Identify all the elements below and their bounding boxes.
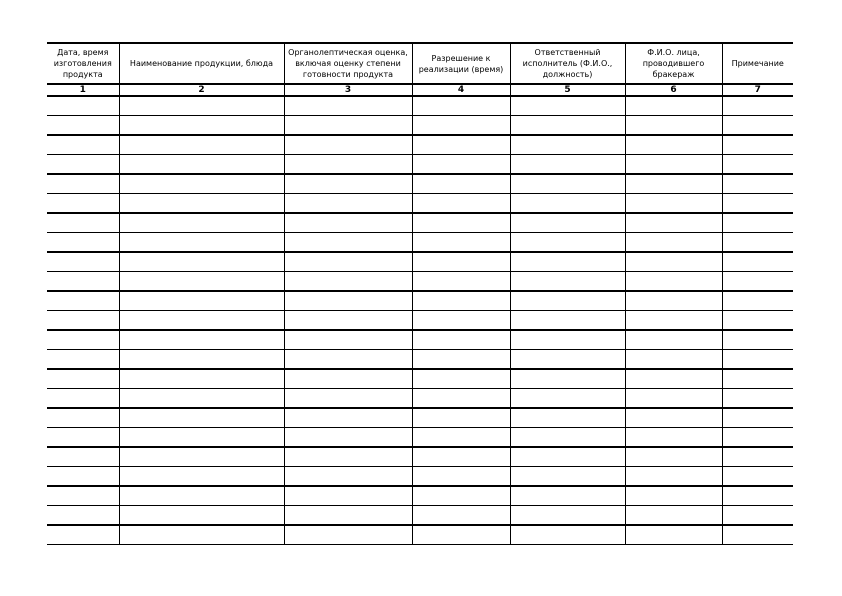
table-cell bbox=[47, 428, 119, 448]
table-cell bbox=[412, 408, 510, 428]
table-cell bbox=[47, 174, 119, 194]
table-cell bbox=[119, 96, 284, 116]
header-note: Примечание bbox=[722, 43, 793, 84]
table-cell bbox=[510, 447, 625, 467]
table-cell bbox=[722, 330, 793, 350]
table-cell bbox=[284, 116, 412, 136]
table-cell bbox=[412, 467, 510, 487]
table-cell bbox=[412, 486, 510, 506]
table-cell bbox=[412, 525, 510, 545]
column-number: 1 bbox=[47, 84, 119, 96]
header-date-time: Дата, время изготовления продукта bbox=[47, 43, 119, 84]
table-cell bbox=[47, 252, 119, 272]
table-row bbox=[47, 447, 793, 467]
table-row bbox=[47, 506, 793, 526]
table-cell bbox=[510, 369, 625, 389]
table-cell bbox=[510, 135, 625, 155]
table-cell bbox=[722, 194, 793, 214]
header-responsible-person: Ответственный исполнитель (Ф.И.О., должность) bbox=[510, 43, 625, 84]
table-row bbox=[47, 525, 793, 545]
table-cell bbox=[119, 506, 284, 526]
table-cell bbox=[625, 467, 722, 487]
table-cell bbox=[284, 506, 412, 526]
table-cell bbox=[722, 213, 793, 233]
table-cell bbox=[625, 194, 722, 214]
table-cell bbox=[722, 174, 793, 194]
table-cell bbox=[625, 291, 722, 311]
column-number: 6 bbox=[625, 84, 722, 96]
table-cell bbox=[510, 174, 625, 194]
table-row bbox=[47, 369, 793, 389]
table-cell bbox=[119, 272, 284, 292]
column-number: 2 bbox=[119, 84, 284, 96]
table-cell bbox=[119, 155, 284, 175]
table-cell bbox=[510, 252, 625, 272]
table-cell bbox=[722, 116, 793, 136]
table-cell bbox=[284, 369, 412, 389]
table-row bbox=[47, 155, 793, 175]
table-cell bbox=[47, 213, 119, 233]
column-number: 7 bbox=[722, 84, 793, 96]
table-cell bbox=[510, 155, 625, 175]
table-cell bbox=[119, 311, 284, 331]
table-cell bbox=[284, 330, 412, 350]
table-cell bbox=[510, 194, 625, 214]
table-cell bbox=[625, 135, 722, 155]
table-cell bbox=[722, 252, 793, 272]
table-cell bbox=[412, 272, 510, 292]
table-cell bbox=[625, 408, 722, 428]
table-cell bbox=[47, 350, 119, 370]
table-cell bbox=[510, 291, 625, 311]
table-row bbox=[47, 233, 793, 253]
table-cell bbox=[412, 96, 510, 116]
table-row bbox=[47, 272, 793, 292]
table-cell bbox=[722, 311, 793, 331]
table-cell bbox=[119, 369, 284, 389]
table-row bbox=[47, 330, 793, 350]
table-cell bbox=[284, 408, 412, 428]
table-cell bbox=[722, 135, 793, 155]
table-cell bbox=[412, 174, 510, 194]
table-cell bbox=[412, 506, 510, 526]
table-cell bbox=[119, 213, 284, 233]
table-cell bbox=[510, 330, 625, 350]
table-row bbox=[47, 135, 793, 155]
table-cell bbox=[47, 135, 119, 155]
table-cell bbox=[510, 116, 625, 136]
table-cell bbox=[119, 428, 284, 448]
table-cell bbox=[510, 96, 625, 116]
table-cell bbox=[722, 408, 793, 428]
table-cell bbox=[722, 350, 793, 370]
table-cell bbox=[510, 506, 625, 526]
table-cell bbox=[625, 486, 722, 506]
table-cell bbox=[119, 447, 284, 467]
table-cell bbox=[722, 525, 793, 545]
table-cell bbox=[510, 311, 625, 331]
column-number: 3 bbox=[284, 84, 412, 96]
table-cell bbox=[412, 447, 510, 467]
table-row bbox=[47, 174, 793, 194]
table-cell bbox=[119, 486, 284, 506]
table-cell bbox=[412, 135, 510, 155]
table-cell bbox=[412, 194, 510, 214]
table-cell bbox=[119, 233, 284, 253]
table-cell bbox=[119, 389, 284, 409]
table-row bbox=[47, 486, 793, 506]
table-cell bbox=[412, 252, 510, 272]
table-cell bbox=[510, 233, 625, 253]
table-cell bbox=[47, 506, 119, 526]
table-cell bbox=[510, 486, 625, 506]
table-cell bbox=[722, 447, 793, 467]
table-cell bbox=[284, 96, 412, 116]
table-cell bbox=[47, 116, 119, 136]
table-cell bbox=[47, 291, 119, 311]
table-cell bbox=[625, 272, 722, 292]
table-cell bbox=[119, 408, 284, 428]
table-cell bbox=[625, 174, 722, 194]
table-cell bbox=[284, 174, 412, 194]
table-cell bbox=[284, 291, 412, 311]
table-cell bbox=[510, 467, 625, 487]
table-row bbox=[47, 428, 793, 448]
table-cell bbox=[625, 155, 722, 175]
table-cell bbox=[722, 291, 793, 311]
table-cell bbox=[119, 350, 284, 370]
table-cell bbox=[412, 233, 510, 253]
table-cell bbox=[722, 506, 793, 526]
table-cell bbox=[47, 447, 119, 467]
table-cell bbox=[625, 330, 722, 350]
table-row bbox=[47, 116, 793, 136]
column-number: 5 bbox=[510, 84, 625, 96]
table-cell bbox=[510, 350, 625, 370]
table-cell bbox=[284, 486, 412, 506]
table-cell bbox=[47, 194, 119, 214]
table-row bbox=[47, 408, 793, 428]
table-cell bbox=[47, 155, 119, 175]
table-cell bbox=[625, 428, 722, 448]
table-cell bbox=[47, 369, 119, 389]
table-cell bbox=[625, 96, 722, 116]
table-cell bbox=[625, 311, 722, 331]
table-cell bbox=[119, 116, 284, 136]
table-cell bbox=[284, 213, 412, 233]
table-row bbox=[47, 467, 793, 487]
table-cell bbox=[412, 311, 510, 331]
table-row bbox=[47, 252, 793, 272]
table-cell bbox=[284, 135, 412, 155]
table-cell bbox=[47, 330, 119, 350]
table-cell bbox=[625, 525, 722, 545]
header-organoleptic-assessment: Органолептическая оценка, включая оценку степени готовности продукта bbox=[284, 43, 412, 84]
table-cell bbox=[412, 155, 510, 175]
table-cell bbox=[722, 389, 793, 409]
header-row bbox=[47, 43, 793, 84]
table-cell bbox=[625, 447, 722, 467]
table-cell bbox=[47, 389, 119, 409]
table-cell bbox=[625, 233, 722, 253]
table-cell bbox=[510, 389, 625, 409]
table-cell bbox=[625, 369, 722, 389]
table-cell bbox=[412, 350, 510, 370]
table-cell bbox=[722, 467, 793, 487]
table-cell bbox=[722, 272, 793, 292]
brakerage-journal-table bbox=[47, 42, 793, 545]
table-cell bbox=[284, 428, 412, 448]
table-cell bbox=[625, 252, 722, 272]
table-row bbox=[47, 389, 793, 409]
table-cell bbox=[284, 272, 412, 292]
table-cell bbox=[284, 155, 412, 175]
table-cell bbox=[284, 194, 412, 214]
table-cell bbox=[119, 467, 284, 487]
table-row bbox=[47, 350, 793, 370]
table-cell bbox=[722, 96, 793, 116]
table-cell bbox=[412, 428, 510, 448]
table-cell bbox=[284, 252, 412, 272]
table-cell bbox=[722, 233, 793, 253]
header-sale-permission: Разрешение к реализации (время) bbox=[412, 43, 510, 84]
table-cell bbox=[119, 135, 284, 155]
table-cell bbox=[119, 174, 284, 194]
table-cell bbox=[510, 408, 625, 428]
table-cell bbox=[412, 389, 510, 409]
table-row bbox=[47, 213, 793, 233]
table-cell bbox=[119, 525, 284, 545]
table-cell bbox=[47, 311, 119, 331]
table-cell bbox=[284, 233, 412, 253]
table-cell bbox=[510, 272, 625, 292]
table-cell bbox=[625, 116, 722, 136]
table-cell bbox=[412, 213, 510, 233]
table-cell bbox=[722, 428, 793, 448]
table-cell bbox=[47, 233, 119, 253]
table-cell bbox=[47, 272, 119, 292]
header-inspector-name: Ф.И.О. лица, проводившего бракераж bbox=[625, 43, 722, 84]
table-cell bbox=[510, 428, 625, 448]
table-cell bbox=[412, 369, 510, 389]
table-cell bbox=[722, 155, 793, 175]
table-cell bbox=[284, 525, 412, 545]
table-cell bbox=[625, 350, 722, 370]
table-cell bbox=[625, 506, 722, 526]
table-cell bbox=[284, 389, 412, 409]
table-cell bbox=[47, 467, 119, 487]
table-cell bbox=[47, 486, 119, 506]
table-cell bbox=[412, 330, 510, 350]
table-cell bbox=[722, 486, 793, 506]
table-cell bbox=[722, 369, 793, 389]
table-cell bbox=[284, 447, 412, 467]
table-row bbox=[47, 311, 793, 331]
table-body bbox=[47, 96, 793, 545]
table-cell bbox=[284, 311, 412, 331]
table-row bbox=[47, 96, 793, 116]
table-row bbox=[47, 291, 793, 311]
table-cell bbox=[284, 350, 412, 370]
table-cell bbox=[119, 252, 284, 272]
table-cell bbox=[510, 525, 625, 545]
table-cell bbox=[412, 291, 510, 311]
table-cell bbox=[119, 291, 284, 311]
table-cell bbox=[47, 525, 119, 545]
header-product-name: Наименование продукции, блюда bbox=[119, 43, 284, 84]
table-cell bbox=[412, 116, 510, 136]
table-cell bbox=[47, 96, 119, 116]
column-number-row bbox=[47, 84, 793, 96]
table-cell bbox=[284, 467, 412, 487]
table-cell bbox=[625, 213, 722, 233]
table-cell bbox=[119, 330, 284, 350]
table-cell bbox=[625, 389, 722, 409]
table-row bbox=[47, 194, 793, 214]
table-cell bbox=[510, 213, 625, 233]
table-cell bbox=[47, 408, 119, 428]
column-number: 4 bbox=[412, 84, 510, 96]
table-cell bbox=[119, 194, 284, 214]
